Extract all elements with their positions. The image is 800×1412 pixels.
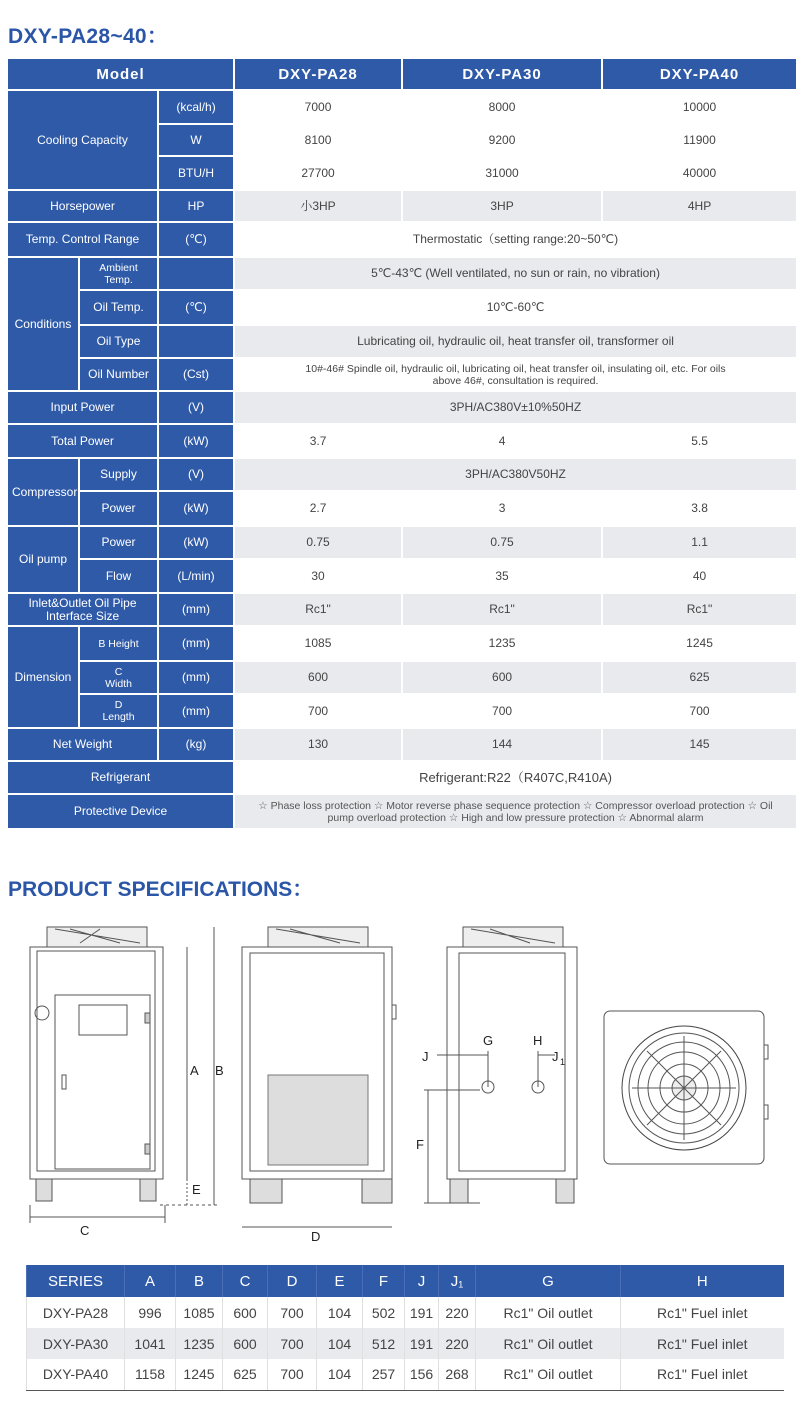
table-cell: 512 [363, 1328, 405, 1359]
value-cell: 3PH/AC380V±10%50HZ [235, 392, 796, 423]
header-cell: A [125, 1265, 176, 1297]
table-cell: 1235 [176, 1328, 223, 1359]
compressor-row [8, 459, 796, 490]
value-cell: 1245 [603, 627, 796, 660]
compressor-row [8, 492, 796, 525]
dim-label-b: B [215, 1063, 224, 1078]
value-cell: Rc1" [603, 594, 796, 625]
side-view-drawing [242, 927, 396, 1227]
value-cell: 625 [603, 662, 796, 693]
value-cell: Thermostatic（setting range:20~50℃) [235, 223, 796, 256]
conditions-row [8, 291, 796, 324]
model-row [8, 59, 796, 89]
value-cell: 2.7 [235, 492, 401, 525]
unit-cell: (mm) [159, 594, 233, 625]
table-row [27, 1359, 784, 1390]
model-name: DXY-PA28 [235, 59, 401, 89]
unit-cell: (℃) [159, 223, 233, 256]
value-cell: 3 [403, 492, 601, 525]
value-cell: 600 [403, 662, 601, 693]
table-row [27, 1328, 784, 1359]
refrigerant-row [8, 762, 796, 793]
header-cell: SERIES [27, 1265, 125, 1297]
table-cell: 104 [317, 1297, 363, 1328]
value-cell: 11900 [603, 125, 796, 155]
header-cell: D [268, 1265, 317, 1297]
dimension-label: Dimension [8, 627, 78, 727]
value-cell: 40 [603, 560, 796, 592]
unit-cell: (kW) [159, 425, 233, 457]
table-cell: Rc1" Fuel inlet [621, 1328, 784, 1359]
table-cell: Rc1" Oil outlet [476, 1359, 621, 1390]
value-cell: 10℃-60℃ [235, 291, 796, 324]
table-cell: Rc1" Oil outlet [476, 1328, 621, 1359]
value-cell: 144 [403, 729, 601, 760]
dimension-row [8, 695, 796, 727]
value-cell: 1.1 [603, 527, 796, 558]
row-label: Supply [80, 459, 157, 490]
table-cell: 700 [268, 1359, 317, 1390]
dim-label-g: G [483, 1033, 494, 1048]
pipe-row [8, 594, 796, 625]
dim-label-j1-sub: 1 [560, 1057, 566, 1067]
value-cell: 4 [403, 425, 601, 457]
net-weight-row [8, 729, 796, 760]
value-cell: 4HP [603, 191, 796, 221]
value-cell: 130 [235, 729, 401, 760]
value-cell: Refrigerant:R22（R407C,R410A) [235, 762, 796, 793]
unit-cell: (L/min) [159, 560, 233, 592]
value-cell: 145 [603, 729, 796, 760]
input-power-row [8, 392, 796, 423]
unit-cell: (℃) [159, 291, 233, 324]
unit-cell: (Cst) [159, 359, 233, 390]
dim-label-f: F [416, 1137, 424, 1152]
table-cell: 996 [125, 1297, 176, 1328]
row-label: Ambient Temp. [80, 258, 157, 289]
value-cell: 30 [235, 560, 401, 592]
table-cell: 257 [363, 1359, 405, 1390]
series-header-row [27, 1265, 784, 1297]
dim-label-h: H [533, 1033, 543, 1048]
row-label: Temp. Control Range [8, 223, 157, 256]
model-label: Model [8, 59, 233, 89]
model-name: DXY-PA40 [603, 59, 796, 89]
unit-cell [159, 258, 233, 289]
value-cell: 7000 [235, 91, 401, 123]
value-cell: 10000 [603, 91, 796, 123]
table-cell: 104 [317, 1359, 363, 1390]
table-cell: 700 [268, 1328, 317, 1359]
specs-title: PRODUCT SPECIFICATIONS： [8, 878, 314, 901]
total-power-row [8, 425, 796, 457]
fan-view-drawing [604, 1011, 768, 1164]
table-cell: 156 [405, 1359, 439, 1390]
value-cell: Lubricating oil, hydraulic oil, heat transfer oil, transformer oil [235, 326, 796, 357]
value-cell: 0.75 [403, 527, 601, 558]
conditions-row [8, 359, 796, 390]
oil-pump-row [8, 527, 796, 558]
oil-pump-row [8, 560, 796, 592]
unit-cell: W [159, 125, 233, 155]
header-cell: C [223, 1265, 268, 1297]
row-label: Oil Number [80, 359, 157, 390]
row-label: Refrigerant [8, 762, 233, 793]
table-cell: 625 [223, 1359, 268, 1390]
value-cell: 小3HP [235, 191, 401, 221]
table-cell: DXY-PA28 [27, 1297, 125, 1328]
row-label: Oil Temp. [80, 291, 157, 324]
value-cell: 700 [235, 695, 401, 727]
unit-cell: (mm) [159, 662, 233, 693]
header-cell: E [317, 1265, 363, 1297]
table-cell: 1245 [176, 1359, 223, 1390]
value-cell: 700 [403, 695, 601, 727]
value-cell: 9200 [403, 125, 601, 155]
dim-label-j1: J [552, 1049, 559, 1064]
dimension-drawings [0, 915, 800, 1255]
value-cell: 3HP [403, 191, 601, 221]
table-cell: Rc1" Fuel inlet [621, 1359, 784, 1390]
conditions-row [8, 326, 796, 357]
row-label: Flow [80, 560, 157, 592]
dim-label-e: E [192, 1182, 201, 1197]
horsepower-row [8, 191, 796, 221]
cooling-row [8, 91, 796, 123]
value-cell: 1085 [235, 627, 401, 660]
unit-cell: HP [159, 191, 233, 221]
header-cell: B [176, 1265, 223, 1297]
row-label: Input Power [8, 392, 157, 423]
dimension-row [8, 662, 796, 693]
table-cell: 1158 [125, 1359, 176, 1390]
value-cell: 8000 [403, 91, 601, 123]
row-label: C Width [80, 662, 157, 693]
oil-pump-label: Oil pump [8, 527, 78, 592]
header-cell: J₁ [439, 1265, 476, 1297]
row-label: Oil Type [80, 326, 157, 357]
spec-table [6, 57, 798, 830]
unit-cell: (kW) [159, 492, 233, 525]
cooling-label: Cooling Capacity [8, 91, 157, 189]
value-cell: 3PH/AC380V50HZ [235, 459, 796, 490]
value-cell: Rc1" [403, 594, 601, 625]
header-cell: F [363, 1265, 405, 1297]
table-cell: DXY-PA30 [27, 1328, 125, 1359]
value-cell: 8100 [235, 125, 401, 155]
table-cell: Rc1" Fuel inlet [621, 1297, 784, 1328]
dim-label-c: C [80, 1223, 90, 1238]
unit-cell [159, 326, 233, 357]
table-cell: 502 [363, 1297, 405, 1328]
compressor-label: Compressor [8, 459, 78, 525]
value-cell: 0.75 [235, 527, 401, 558]
table-cell: 600 [223, 1328, 268, 1359]
table-cell: 268 [439, 1359, 476, 1390]
header-cell: H [621, 1265, 784, 1297]
unit-cell: (mm) [159, 695, 233, 727]
temp-range-row [8, 223, 796, 256]
table-cell: 191 [405, 1328, 439, 1359]
row-label: B Height [80, 627, 157, 660]
table-cell: 700 [268, 1297, 317, 1328]
value-cell: 35 [403, 560, 601, 592]
model-name: DXY-PA30 [403, 59, 601, 89]
series-table [26, 1265, 784, 1391]
value-cell: 5℃-43℃ (Well ventilated, no sun or rain, no vibration) [235, 258, 796, 289]
value-cell: ☆ Phase loss protection ☆ Motor reverse phase sequence protection ☆ Compressor overload protection ☆ Oil pump overload protection ☆ High and low pressure protection ☆ Abnormal alarm [235, 795, 796, 828]
value-cell: 3.7 [235, 425, 401, 457]
value-cell: 31000 [403, 157, 601, 189]
unit-cell: (mm) [159, 627, 233, 660]
table-row [27, 1297, 784, 1328]
unit-cell: (kW) [159, 527, 233, 558]
unit-cell: BTU/H [159, 157, 233, 189]
value-cell: Rc1" [235, 594, 401, 625]
value-cell: 600 [235, 662, 401, 693]
dim-label-a: A [190, 1063, 199, 1078]
table-cell: 104 [317, 1328, 363, 1359]
table-cell: Rc1" Oil outlet [476, 1297, 621, 1328]
header-cell: J [405, 1265, 439, 1297]
value-cell: 700 [603, 695, 796, 727]
table-cell: 220 [439, 1297, 476, 1328]
conditions-label: Conditions [8, 258, 78, 390]
value-cell: 40000 [603, 157, 796, 189]
table-cell: 1041 [125, 1328, 176, 1359]
conditions-row [8, 258, 796, 289]
unit-cell: (V) [159, 392, 233, 423]
table-cell: 600 [223, 1297, 268, 1328]
value-cell: 10#-46# Spindle oil, hydraulic oil, lubricating oil, heat transfer oil, insulating oil, etc. For oils above 46#, consultation is required. [235, 359, 796, 390]
unit-cell: (kg) [159, 729, 233, 760]
value-cell: 27700 [235, 157, 401, 189]
row-label: Horsepower [8, 191, 157, 221]
row-label: D Length [80, 695, 157, 727]
section-title: DXY-PA28~40： [8, 25, 169, 48]
table-cell: 220 [439, 1328, 476, 1359]
table-cell: 191 [405, 1297, 439, 1328]
header-cell: G [476, 1265, 621, 1297]
row-label: Power [80, 492, 157, 525]
row-label: Protective Device [8, 795, 233, 828]
value-cell: 1235 [403, 627, 601, 660]
dimension-row [8, 627, 796, 660]
row-label: Total Power [8, 425, 157, 457]
protective-row [8, 795, 796, 828]
table-cell: 1085 [176, 1297, 223, 1328]
value-cell: 3.8 [603, 492, 796, 525]
row-label: Inlet&Outlet Oil Pipe Interface Size [8, 594, 157, 625]
table-cell: DXY-PA40 [27, 1359, 125, 1390]
row-label: Net Weight [8, 729, 157, 760]
dim-label-j: J [422, 1049, 429, 1064]
back-view-drawing [424, 927, 577, 1203]
unit-cell: (kcal/h) [159, 91, 233, 123]
unit-cell: (V) [159, 459, 233, 490]
row-label: Power [80, 527, 157, 558]
value-cell: 5.5 [603, 425, 796, 457]
dim-label-d: D [311, 1229, 321, 1244]
